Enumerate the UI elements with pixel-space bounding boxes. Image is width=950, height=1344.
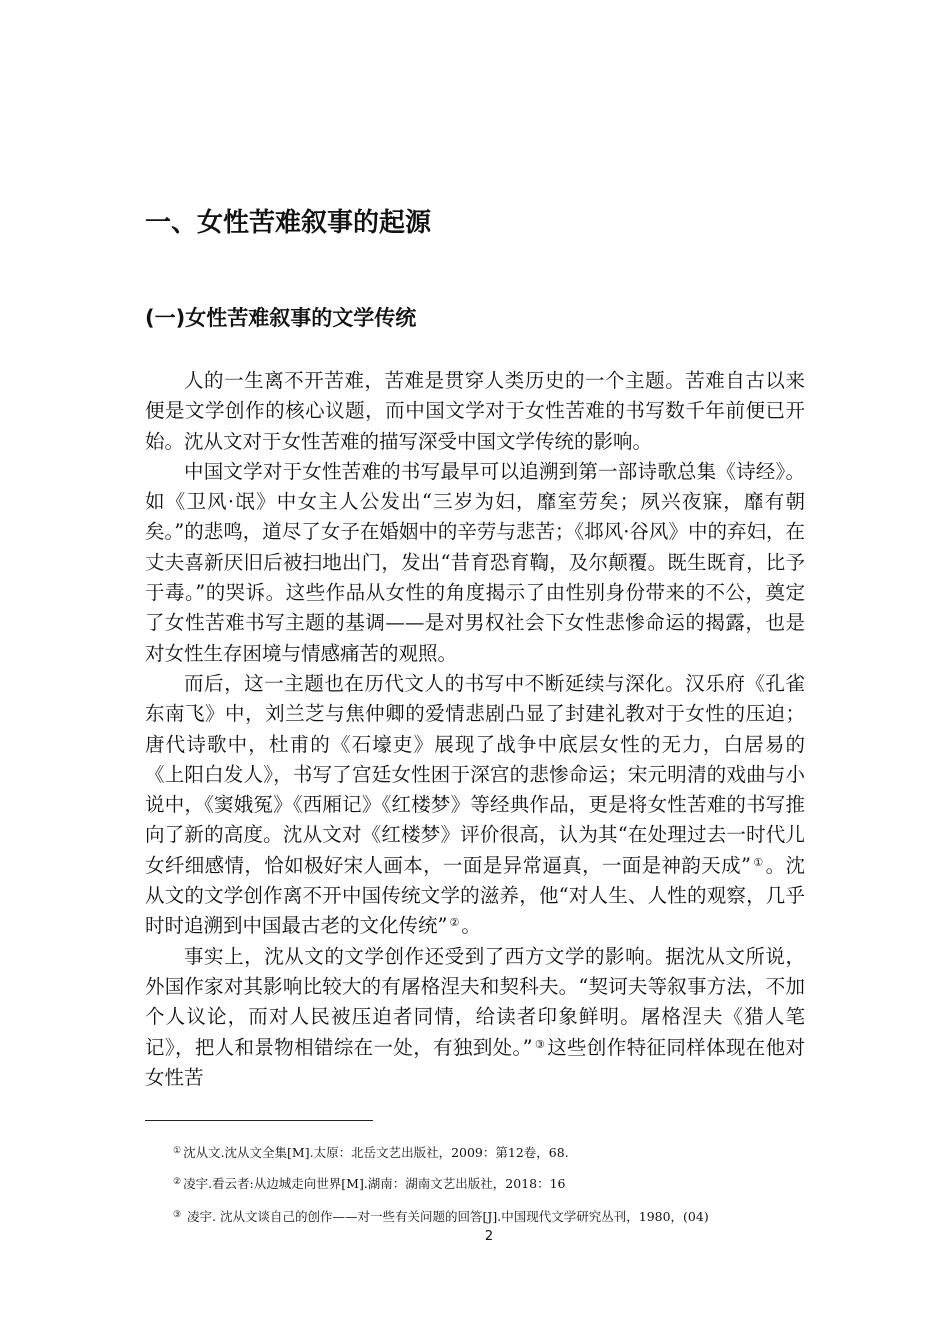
paragraph-4 xyxy=(145,942,805,1093)
footnote-1-text: 沈从文.沈从文全集[M].太原：北岳文艺出版社，2009：第12卷，68. xyxy=(183,1145,569,1160)
footnote-2 xyxy=(173,1173,566,1193)
body-text xyxy=(145,366,805,1093)
paragraph-2: 中国文学对于女性苦难的书写最早可以追溯到第一部诗歌总集《诗经》。如《卫风·氓》中女主人公发出“三岁为妇，靡室劳矣；夙兴夜寐，靡有朝矣。”的悲鸣，道尽了女子在婚姻中的辛劳与悲苦；《邶风·谷风》中的弃妇，在丈夫喜新厌旧后被扫地出门，发出“昔育恐育鞫，及尔颠覆。既生既育，比予于毒。”的哭诉。这些作品从女性的角度揭示了由性别身份带来的不公，奠定了女性苦难书写主题的基调——是对男权社会下女性悲惨命运的揭露，也是对女性生存困境与情感痛苦的观照。 xyxy=(145,459,805,665)
paragraph-3-text-c: 。 xyxy=(461,914,481,938)
footnote-3-text: 凌宇. 沈从文谈自己的创作——对一些有关问题的回答[J].中国现代文学研究丛刊，1980，(04) xyxy=(183,1209,709,1224)
footnote-2-text: 凌宇.看云者:从边城走向世界[M].湖南：湖南文艺出版社，2018：16 xyxy=(183,1176,566,1191)
paragraph-4-text-b: 这些创作特征同样体现在他对女性苦 xyxy=(145,1035,805,1089)
footnote-ref-2[interactable]: ② xyxy=(449,916,460,930)
footnote-divider xyxy=(145,1120,373,1121)
page-number: 2 xyxy=(484,1229,494,1244)
paragraph-3-text-a: 而后，这一主题也在历代文人的书写中不断延续与深化。汉乐府《孔雀东南飞》中，刘兰芝与焦仲卿的爱情悲剧凸显了封建礼教对于女性的压迫；唐代诗歌中，杜甫的《石壕吏》展现了战争中底层女性的无力，白居易的《上阳白发人》，书写了宫廷女性困于深宫的悲惨命运；宋元明清的戏曲与小说中，《窦娥冤》《西厢记》《红楼梦》等经典作品，更是将女性苦难的书写推向了新的高度。沈从文对《红楼梦》评价很高，认为其“在处理过去一时代儿女纤细感情，恰如极好宋人画本，一面是异常逼真，一面是神韵天成” xyxy=(145,671,805,877)
paragraph-3 xyxy=(145,669,805,942)
footnote-3-mark: ③ xyxy=(173,1210,182,1220)
footnote-1-mark: ① xyxy=(173,1146,182,1156)
paragraph-1: 人的一生离不开苦难，苦难是贯穿人类历史的一个主题。苦难自古以来便是文学创作的核心议题，而中国文学对于女性苦难的书写数千年前便已开始。沈从文对于女性苦难的描写深受中国文学传统的影响。 xyxy=(145,369,805,453)
footnote-2-mark: ② xyxy=(173,1177,182,1187)
footnote-3 xyxy=(173,1206,709,1226)
section-heading: (一)女性苦难叙事的文学传统 xyxy=(145,306,417,330)
chapter-heading: 一、女性苦难叙事的起源 xyxy=(145,208,432,238)
footnote-ref-3[interactable]: ③ xyxy=(534,1037,546,1051)
paragraph-4-text-a: 事实上，沈从文的文学创作还受到了西方文学的影响。据沈从文所说，外国作家对其影响比较大的有屠格涅夫和契科夫。“契诃夫等叙事方法，不加个人议论，而对人民被压迫者同情，给读者印象鲜明。屠格涅夫《猎人笔记》，把人和景物相错综在一处，有独到处。” xyxy=(145,944,805,1059)
footnote-1 xyxy=(173,1142,569,1162)
footnote-ref-1[interactable]: ① xyxy=(753,855,764,869)
paragraph-3-text-b: 。沈从文的文学创作离不开中国传统文学的滋养，他“对人生、人性的观察，几乎时时追溯到中国最古老的文化传统” xyxy=(145,853,805,938)
